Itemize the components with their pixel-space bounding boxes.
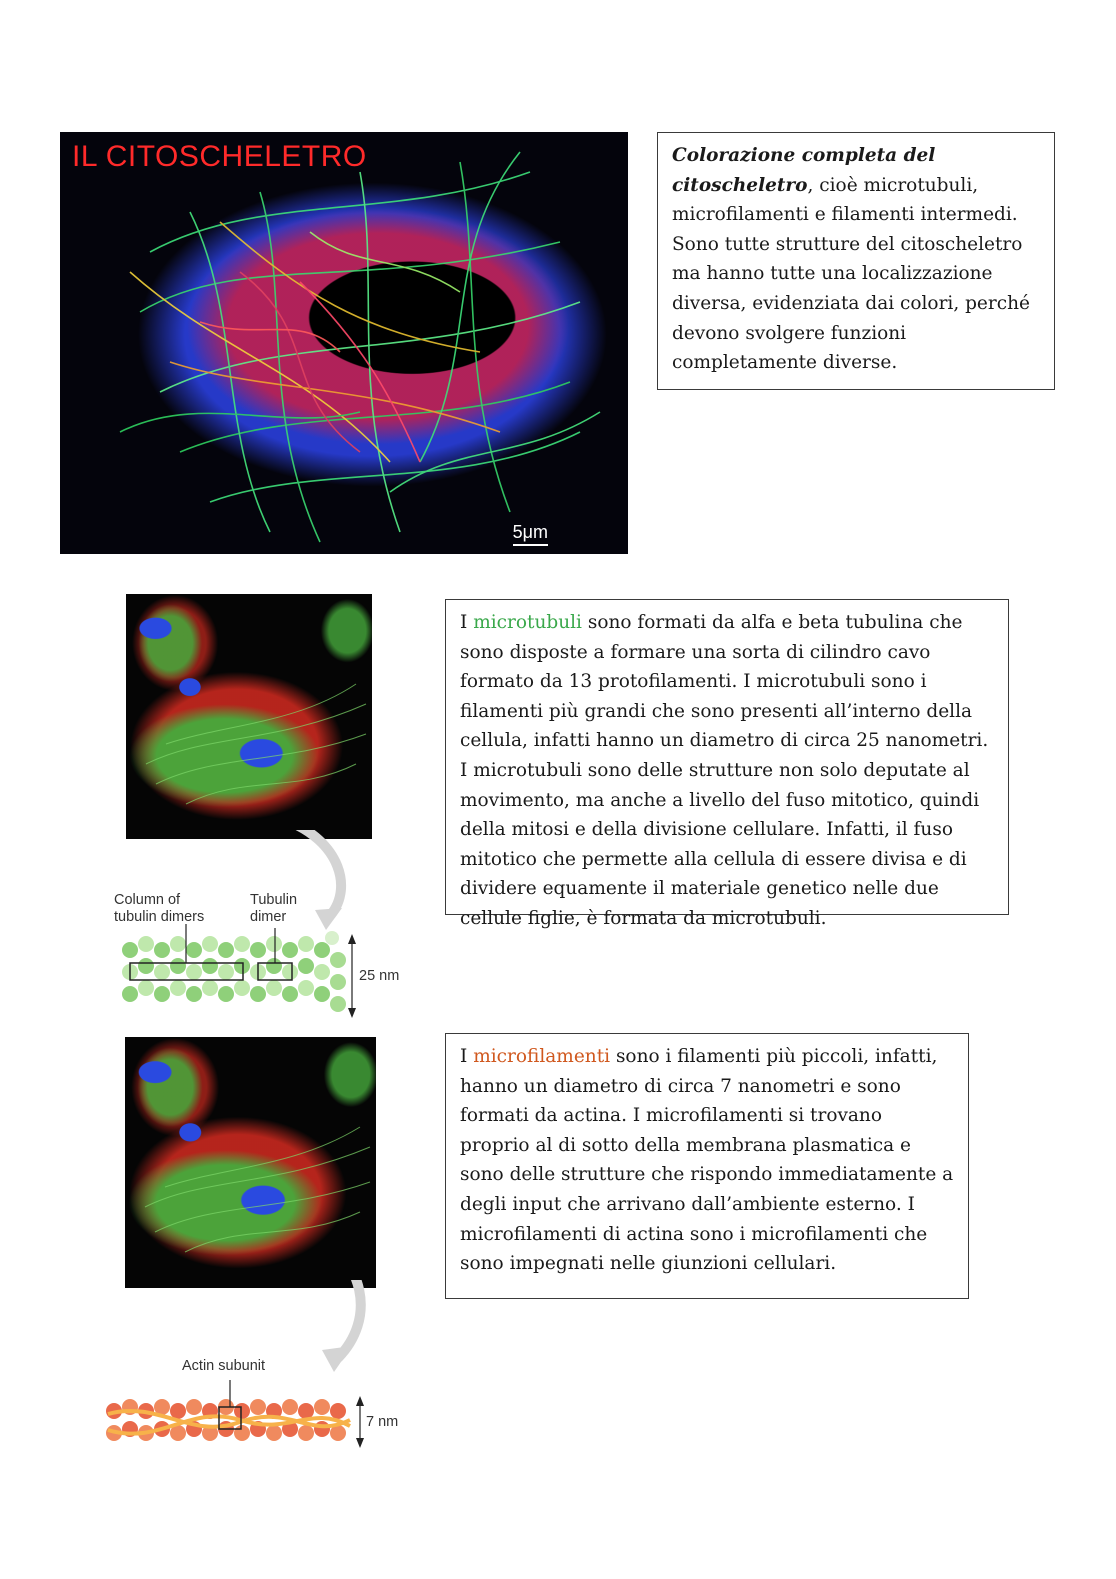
microtubule-diagram bbox=[100, 830, 420, 1030]
microfilament-cell-image bbox=[125, 1037, 376, 1288]
box2-text: sono formati da alfa e beta tubulina che sono disposte a formare una sorta di cilindro cavo formato da 13 protofilamenti. I microtubuli sono i filamenti più grandi che sono presenti all’interno della cellula, infatti hanno un diametro di circa 25 nanometri. I microtubuli sono delle strutture non solo deputate al movimento, ma anche a livello del fuso mitotico, quindi della mitosi e della divisione cellulare. Infatti, il fuso mitotico che permette alla cellula di essere divisa e di dividere equamente il materiale genetico nelle due cellule figlie, è formata da microtubuli. bbox=[460, 612, 989, 929]
microfilamenti-description-box bbox=[445, 1033, 969, 1299]
box3-prefix: I bbox=[460, 1046, 474, 1067]
box1-text: , cioè microtubuli, microfilamenti e filamenti intermedi. Sono tutte strutture del citoscheletro ma hanno tutte una localizzazione diversa, evidenziata dai colori, perché devono svolgere funzioni completamente diverse. bbox=[672, 174, 1030, 374]
cytoskeleton-fluorescence-image bbox=[60, 132, 628, 554]
box2-prefix: I bbox=[460, 612, 474, 633]
microtubule-size-label: 25 nm bbox=[359, 968, 400, 984]
dimer-label-line2: dimer bbox=[250, 909, 287, 925]
cytoskeleton-description-box bbox=[657, 132, 1055, 390]
column-tubulin-dimers-label bbox=[114, 892, 204, 926]
microtubuli-term: microtubuli bbox=[473, 612, 582, 633]
cell-fibers bbox=[126, 594, 372, 839]
box1-lead: Colorazione completa del citoscheletro bbox=[672, 145, 936, 196]
hero-title: IL CITOSCHELETRO bbox=[72, 140, 367, 173]
actin-size-label: 7 nm bbox=[366, 1414, 399, 1430]
microtubuli-description-box bbox=[445, 599, 1009, 929]
filament-network bbox=[60, 132, 628, 554]
box3-text: sono i filamenti più piccoli, infatti, hanno un diametro di circa 7 nanometri e sono formati da actina. I microfilamenti si trovano proprio al di sotto della membrana plasmatica e sono delle strutture che rispondo immediatamente a degli input che arrivano dall’ambiente esterno. I microfilamenti di actina sono i microfilamenti che sono impegnati nelle giunzioni cellulari. bbox=[460, 1046, 954, 1275]
scale-bar-label: 5μm bbox=[513, 522, 548, 546]
column-label-line2: tubulin dimers bbox=[114, 909, 205, 925]
actin-subunit-label: Actin subunit bbox=[182, 1358, 266, 1374]
actin-diagram bbox=[100, 1280, 420, 1460]
dimer-label-line1: Tubulin bbox=[250, 892, 298, 908]
microtubule-drawing bbox=[100, 830, 420, 1030]
column-label-line1: Column of bbox=[114, 892, 181, 908]
cell-fibers-2 bbox=[125, 1037, 376, 1288]
tubulin-dimer-label bbox=[250, 892, 297, 926]
microtubule-cell-image bbox=[126, 594, 372, 839]
microfilamenti-term: microfilamenti bbox=[473, 1046, 611, 1067]
